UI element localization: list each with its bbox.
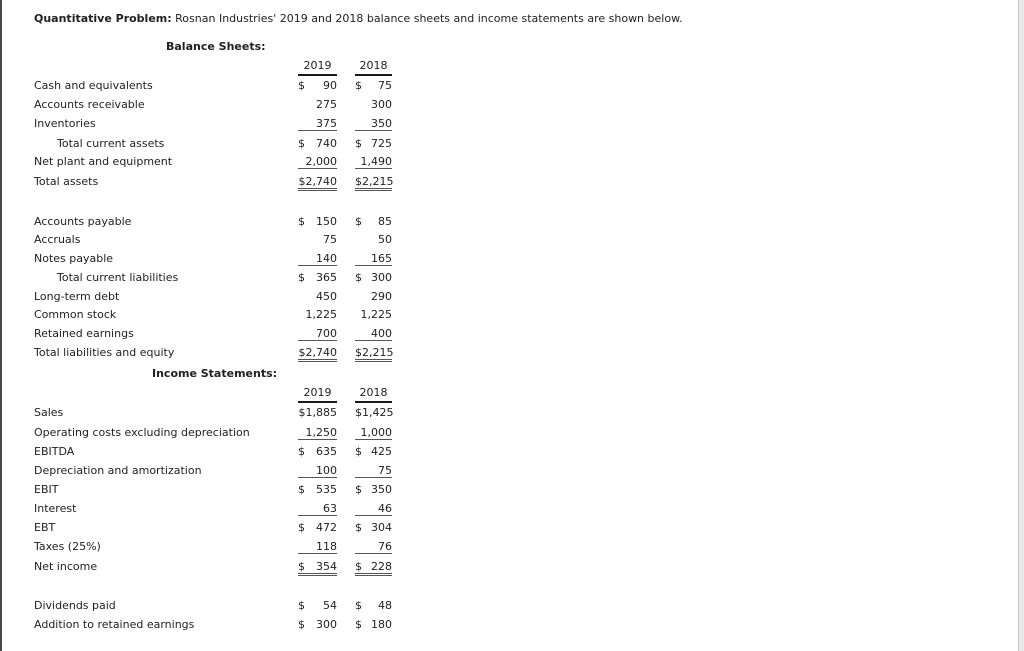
is-value: 54 bbox=[323, 599, 337, 612]
bs-year-2019-header: 2019 bbox=[298, 60, 337, 76]
bs-value: 85 bbox=[378, 215, 392, 228]
is-row-label: Dividends paid bbox=[34, 599, 116, 612]
is-cell-2019 bbox=[298, 619, 337, 631]
bs-value: $2,740 bbox=[298, 176, 337, 191]
bs-value: $2,215 bbox=[355, 347, 392, 362]
currency-sign: $ bbox=[298, 599, 305, 612]
currency-sign: $ bbox=[355, 599, 362, 612]
is-value: 180 bbox=[371, 618, 392, 631]
bs-value: 50 bbox=[378, 233, 392, 246]
currency-sign: $ bbox=[355, 271, 362, 284]
bs-value: 1,490 bbox=[355, 156, 392, 169]
bs-value: 275 bbox=[316, 98, 337, 111]
bs-value: 700 bbox=[298, 328, 337, 341]
bs-value: 1,225 bbox=[305, 308, 337, 321]
bs-row-label: Common stock bbox=[34, 308, 117, 321]
is-value: $1,885 bbox=[298, 406, 337, 419]
is-value: 535 bbox=[316, 483, 337, 496]
is-row-label: EBITDA bbox=[34, 445, 75, 458]
currency-sign: $ bbox=[355, 521, 362, 534]
is-row-label: Interest bbox=[34, 502, 77, 515]
bs-row-label: Long-term debt bbox=[34, 290, 120, 303]
is-value: 46 bbox=[355, 503, 392, 516]
is-cell-2019 bbox=[298, 561, 337, 576]
bs-value: 90 bbox=[323, 79, 337, 92]
is-cell-2018 bbox=[355, 484, 392, 496]
currency-sign: $ bbox=[298, 483, 305, 496]
bs-cell-2019 bbox=[298, 138, 337, 150]
is-year-2019-header: 2019 bbox=[298, 387, 337, 403]
is-value: 75 bbox=[355, 465, 392, 478]
currency-sign: $ bbox=[298, 271, 305, 284]
is-value: 635 bbox=[316, 445, 337, 458]
is-cell-2018 bbox=[355, 600, 392, 612]
is-cell-2019 bbox=[298, 522, 337, 534]
is-value: 425 bbox=[371, 445, 392, 458]
bs-value: 300 bbox=[371, 98, 392, 111]
bs-value: 2,000 bbox=[298, 156, 337, 169]
currency-sign: $ bbox=[355, 79, 362, 92]
currency-sign: $ bbox=[298, 618, 305, 631]
bs-row-label: Accounts receivable bbox=[34, 98, 145, 111]
is-value: 63 bbox=[298, 503, 337, 516]
bs-value: 165 bbox=[355, 253, 392, 266]
bs-value: 75 bbox=[323, 233, 337, 246]
bs-value: 375 bbox=[298, 118, 337, 131]
currency-sign: $ bbox=[298, 79, 305, 92]
bs-value: 300 bbox=[371, 271, 392, 284]
is-cell-2019 bbox=[298, 484, 337, 496]
bs-value: 740 bbox=[316, 137, 337, 150]
is-row-label: Addition to retained earnings bbox=[34, 618, 195, 631]
is-value: 472 bbox=[316, 521, 337, 534]
currency-sign: $ bbox=[298, 137, 305, 150]
bs-cell-2018 bbox=[355, 216, 392, 228]
bs-row-label: Accounts payable bbox=[34, 215, 132, 228]
bs-cell-2019 bbox=[298, 80, 337, 92]
currency-sign: $ bbox=[355, 137, 362, 150]
is-value: 100 bbox=[298, 465, 337, 478]
bs-row-label: Net plant and equipment bbox=[34, 155, 173, 168]
currency-sign: $ bbox=[355, 618, 362, 631]
is-value: 1,000 bbox=[355, 427, 392, 440]
is-cell-2018 bbox=[355, 446, 392, 458]
is-value: 300 bbox=[316, 618, 337, 631]
bs-value: 1,225 bbox=[360, 308, 392, 321]
is-value: 350 bbox=[371, 483, 392, 496]
is-value: 354 bbox=[316, 560, 337, 573]
currency-sign: $ bbox=[355, 560, 362, 573]
is-row-label: Operating costs excluding depreciation bbox=[34, 426, 250, 439]
bs-value: 75 bbox=[378, 79, 392, 92]
is-row-label: Taxes (25%) bbox=[34, 540, 101, 553]
window-right-scrollbar-edge bbox=[1018, 0, 1024, 651]
currency-sign: $ bbox=[298, 445, 305, 458]
is-cell-2018 bbox=[355, 619, 392, 631]
bs-cell-2018 bbox=[355, 80, 392, 92]
bs-value: $2,215 bbox=[355, 176, 392, 191]
bs-value: 450 bbox=[316, 290, 337, 303]
bs-cell-2018 bbox=[355, 272, 392, 284]
is-value: 118 bbox=[298, 541, 337, 554]
is-value: 76 bbox=[355, 541, 392, 554]
bs-value: 150 bbox=[316, 215, 337, 228]
bs-row-label: Total liabilities and equity bbox=[34, 346, 175, 359]
bs-row-label: Total current liabilities bbox=[57, 271, 179, 284]
bs-value: 725 bbox=[371, 137, 392, 150]
bs-value: 290 bbox=[371, 290, 392, 303]
bs-year-2018-header: 2018 bbox=[355, 60, 392, 76]
currency-sign: $ bbox=[298, 215, 305, 228]
is-value: 228 bbox=[371, 560, 392, 573]
currency-sign: $ bbox=[298, 560, 305, 573]
problem-title bbox=[34, 13, 683, 25]
is-cell-2018 bbox=[355, 561, 392, 576]
is-value: 48 bbox=[378, 599, 392, 612]
bs-value: $2,740 bbox=[298, 347, 337, 362]
bs-row-label: Total current assets bbox=[57, 137, 165, 150]
is-cell-2019 bbox=[298, 600, 337, 612]
is-row-label: EBIT bbox=[34, 483, 59, 496]
window-left-border bbox=[0, 0, 2, 651]
problem-title-label: Quantitative Problem: bbox=[34, 12, 172, 25]
bs-row-label: Total assets bbox=[34, 175, 99, 188]
is-row-label: Depreciation and amortization bbox=[34, 464, 202, 477]
currency-sign: $ bbox=[355, 483, 362, 496]
bs-row-label: Inventories bbox=[34, 117, 96, 130]
is-value: 1,250 bbox=[298, 427, 337, 440]
bs-row-label: Retained earnings bbox=[34, 327, 134, 340]
bs-cell-2019 bbox=[298, 272, 337, 284]
is-row-label: Sales bbox=[34, 406, 64, 419]
is-year-2018-header: 2018 bbox=[355, 387, 392, 403]
problem-title-text: Rosnan Industries' 2019 and 2018 balance sheets and income statements are shown below. bbox=[171, 12, 683, 25]
currency-sign: $ bbox=[355, 215, 362, 228]
bs-value: 400 bbox=[355, 328, 392, 341]
is-cell-2018 bbox=[355, 522, 392, 534]
bs-value: 140 bbox=[298, 253, 337, 266]
bs-value: 350 bbox=[355, 118, 392, 131]
bs-row-label: Cash and equivalents bbox=[34, 79, 153, 92]
is-value: 304 bbox=[371, 521, 392, 534]
bs-value: 365 bbox=[316, 271, 337, 284]
income-statements-heading: Income Statements: bbox=[152, 367, 278, 380]
is-cell-2019 bbox=[298, 446, 337, 458]
bs-cell-2018 bbox=[355, 138, 392, 150]
is-row-label: Net income bbox=[34, 560, 98, 573]
currency-sign: $ bbox=[298, 521, 305, 534]
bs-row-label: Notes payable bbox=[34, 252, 114, 265]
is-row-label: EBT bbox=[34, 521, 56, 534]
bs-cell-2019 bbox=[298, 216, 337, 228]
bs-row-label: Accruals bbox=[34, 233, 81, 246]
is-value: $1,425 bbox=[355, 406, 394, 419]
balance-sheets-heading: Balance Sheets: bbox=[166, 40, 266, 53]
currency-sign: $ bbox=[355, 445, 362, 458]
